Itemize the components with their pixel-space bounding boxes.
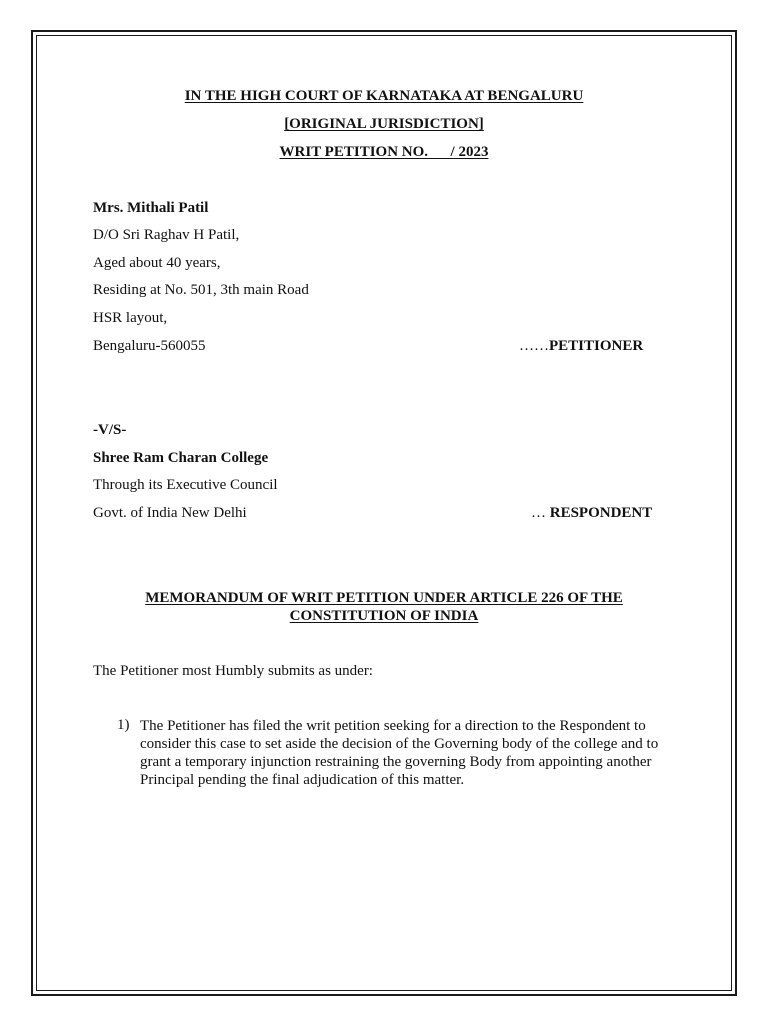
petitioner-address-line-1: Residing at No. 501, 3th main Road bbox=[93, 282, 309, 298]
respondent-role: RESPONDENT bbox=[549, 505, 653, 521]
petitioner-address-line-2: HSR layout, bbox=[93, 310, 168, 326]
paragraph-number: 1) bbox=[117, 717, 130, 733]
petitioner-role: PETITIONER bbox=[549, 338, 644, 354]
petitioner-city: Bengaluru-560055 bbox=[93, 338, 206, 354]
jurisdiction-heading: [ORIGINAL JURISDICTION] bbox=[284, 116, 484, 132]
versus-label: -V/S- bbox=[93, 422, 127, 438]
intro-statement: The Petitioner most Humbly submits as under: bbox=[93, 663, 373, 679]
memorandum-title: MEMORANDUM OF WRIT PETITION UNDER ARTICLE 226 OF THE CONSTITUTION OF INDIA bbox=[145, 590, 623, 624]
court-heading: IN THE HIGH COURT OF KARNATAKA AT BENGALURU bbox=[184, 88, 584, 104]
respondent-name: Shree Ram Charan College bbox=[93, 450, 269, 466]
respondent-role-label bbox=[531, 505, 652, 522]
petitioner-role-label bbox=[519, 338, 643, 355]
petitioner-dots: …… bbox=[519, 338, 549, 354]
paragraph-text: The Petitioner has filed the writ petition seeking for a direction to the Respondent to consider this case to set aside the decision of the Governing body of the college and to grant a temporary injunction restraining the governing Body from appointing another Principal pending the final adjudication of this matter. bbox=[140, 718, 659, 788]
respondent-dots: … bbox=[531, 505, 550, 521]
petitioner-name: Mrs. Mithali Patil bbox=[93, 200, 209, 216]
petition-number-heading: WRIT PETITION NO. / 2023 bbox=[279, 144, 489, 160]
respondent-via: Through its Executive Council bbox=[93, 477, 278, 493]
respondent-location: Govt. of India New Delhi bbox=[93, 505, 247, 521]
petitioner-age: Aged about 40 years, bbox=[93, 255, 221, 271]
petitioner-relation: D/O Sri Raghav H Patil, bbox=[93, 227, 240, 243]
